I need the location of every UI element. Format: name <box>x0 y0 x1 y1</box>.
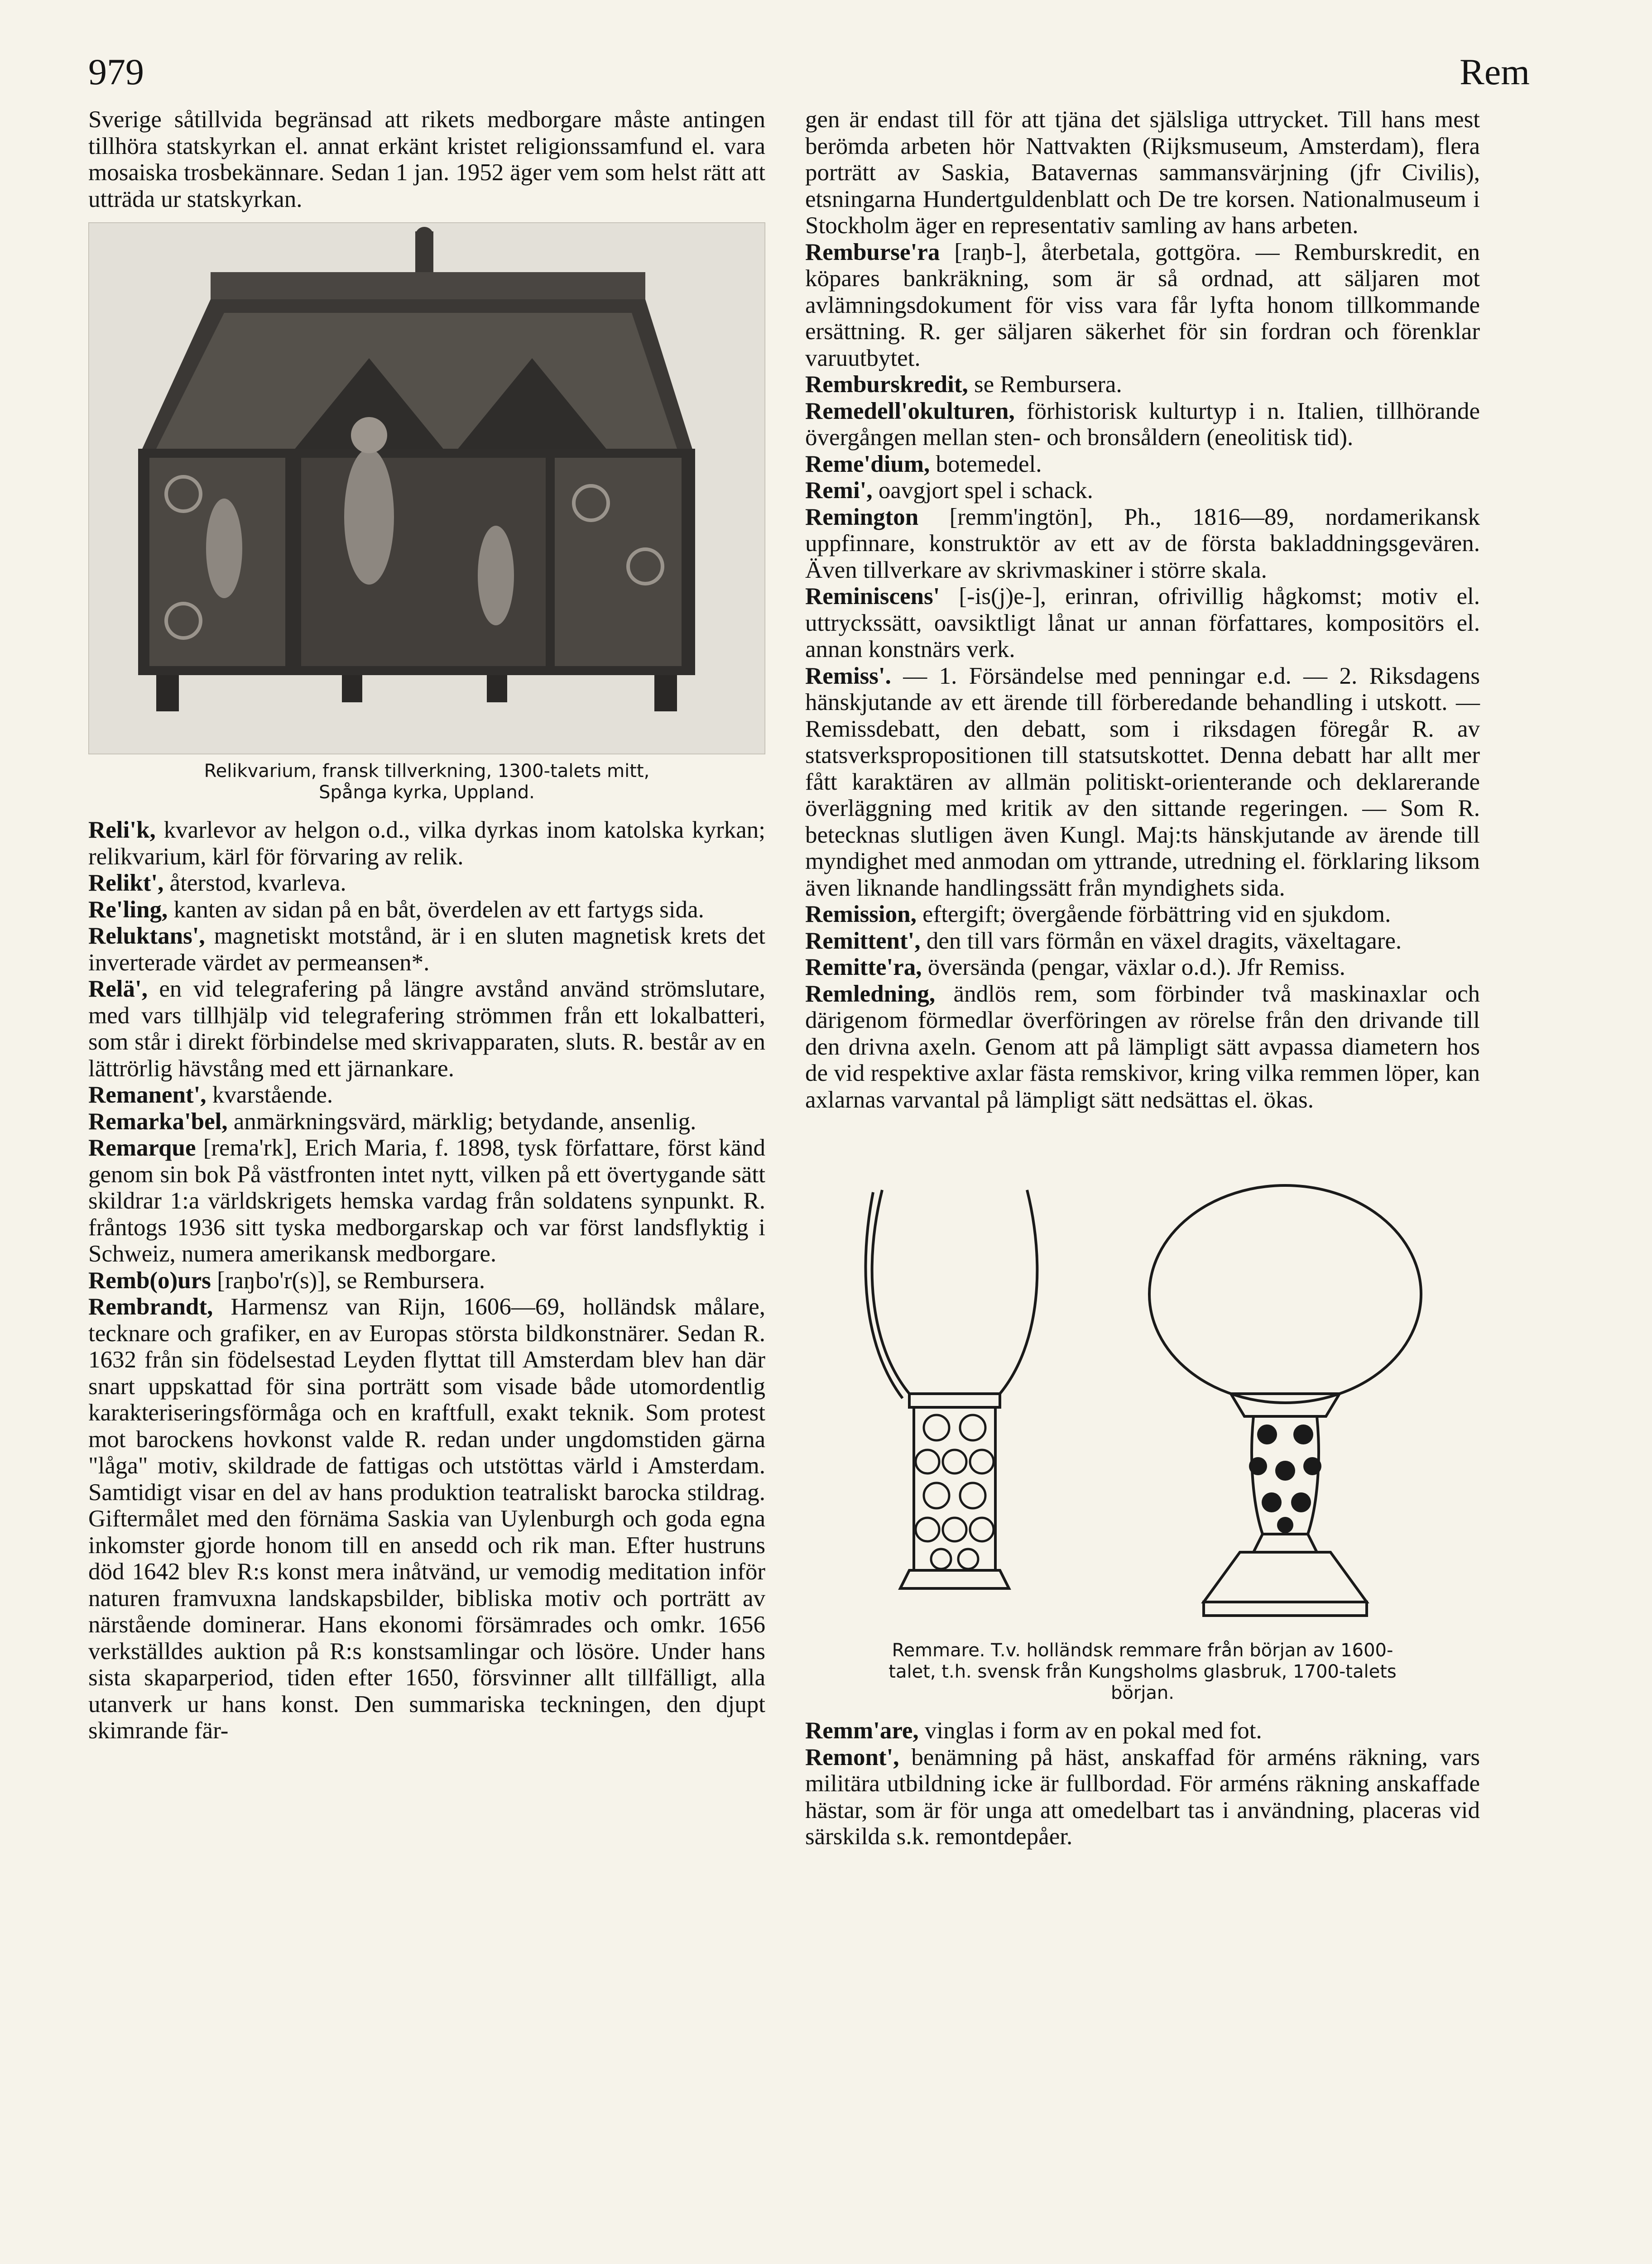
entry-remburskredit <box>805 371 1480 398</box>
entry-text: översända (pengar, växlar o.d.). Jfr Remiss. <box>922 954 1345 980</box>
headword: Reli'k, <box>88 817 156 843</box>
entry-rembursera <box>805 239 1480 372</box>
entry-rela <box>88 976 765 1082</box>
entry-remedellokulturen <box>805 398 1480 451</box>
headword: Remington <box>805 504 919 530</box>
left-column <box>88 106 765 1744</box>
entry-text: Harmensz van Rijn, 1606—69, holländsk målare, tecknare och grafiker, en av Europas största bildkonstnärer. Sedan R. 1632 från sin födelsestad Leyden flyttat till Amsterdam blev han där snart uppskattad för sina porträtt som visade både utomordentlig karakteriseringsförmåga och en kraftfull, exakt teknik. Som protest mot barockens hovkonst valde R. redan under ungdomstiden gärna "låga" motiv, skildrade de fattigas och utstöttas värld i Amsterdam. Samtidigt visar en del av hans produktion teatraliskt barocka stildrag. Giftermålet med den förnäma Saskia van Uylenburgh och goda egna inkomster gjorde honom till en ansedd och rik man. Efter hustruns död 1642 blev R:s konst mera inåtvänd, ur vemodig meditation inför naturen framvuxna landskapsbilder, bibliska motiv och porträtt av närstående dominerar. Hans ekonomi försämrades och omkr. 1656 verkställdes auktion på R:s konstsamlingar och lösöre. Under hans sista skaparperiod, tiden efter 1650, försvinner allt tillfälligt, alla utanverk ur hans konst. Den summariska teckningen, den djupt skimrande fär- <box>88 1294 765 1744</box>
entry-text: botemedel. <box>930 451 1042 477</box>
entry-text: oavgjort spel i schack. <box>872 477 1093 504</box>
reliquary-photo <box>88 222 765 754</box>
dutch-remmare-glass <box>866 1190 1037 1588</box>
entry-remarque <box>88 1135 765 1267</box>
reliquary-figure <box>88 222 765 803</box>
entry-text: kvarstående. <box>206 1082 333 1108</box>
running-head: Rem <box>1460 51 1530 92</box>
remmare-drawing <box>805 1181 1480 1634</box>
entry-text: anmärkningsvärd, märklig; betydande, ansenlig. <box>227 1108 696 1135</box>
headword: Remi', <box>805 477 873 504</box>
entry-remanent <box>88 1082 765 1108</box>
headword: Remarque <box>88 1135 196 1161</box>
right-column <box>805 106 1480 1850</box>
entry-remi <box>805 477 1480 504</box>
entry-text: [raŋb-], återbetala, gottgöra. — Remburskredit, en köpares bankräkning, som är så ordnad, att säljaren mot avlämningsdokument för viss vara får lyfta honom tillkommande ersättning. R. ger säljaren säkerhet för sin fordran och förenklar varuutbytet. <box>805 239 1480 371</box>
entry-remission <box>805 901 1480 928</box>
headword: Remm'are, <box>805 1717 919 1744</box>
continuation-paragraph: gen är endast till för att tjäna det själsliga uttrycket. Till hans mest berömda arbeten hör Nattvakten (Rijksmuseum, Amsterdam), flera porträtt av Saskia, Batavernas sammansvärjning (jfr Civilis), etsningarna Hundertguldenblatt och De tre korsen. Nationalmuseum i Stockholm äger en representativ samling av hans arbeten. <box>805 106 1480 239</box>
headword: Rembrandt, <box>88 1294 213 1320</box>
entry-relikt <box>88 870 765 897</box>
entry-reling <box>88 897 765 923</box>
swedish-remmare-glass <box>1149 1185 1421 1616</box>
headword: Remedell'okulturen, <box>805 398 1015 424</box>
entry-remiss <box>805 663 1480 902</box>
caption-line: Spånga kyrka, Uppland. <box>319 782 535 803</box>
entry-text: den till vars förmån en växel dragits, växeltagare. <box>920 927 1402 954</box>
remmare-caption <box>805 1640 1480 1704</box>
entry-text: magnetiskt motstånd, är i en sluten magnetisk krets det inverterade värdet av permeansen*. <box>88 923 765 976</box>
entry-text: benämning på häst, anskaffad för arméns räkning, vars militära utbildning icke är fullbordad. För arméns räkning anskaffade hästar, som är för unga att omedelbart tas i användning, placeras vid särskilda s.k. remontdepåer. <box>805 1744 1480 1850</box>
entry-remmare <box>805 1717 1480 1744</box>
entry-reminiscens <box>805 583 1480 663</box>
entry-relik <box>88 817 765 870</box>
headword: Reminiscens' <box>805 583 940 609</box>
caption-line: Remmare. T.v. holländsk remmare från början av 1600- <box>892 1640 1393 1661</box>
page-number: 979 <box>88 51 144 92</box>
entry-text: återstod, kvarleva. <box>163 870 346 896</box>
headword: Remb(o)urs <box>88 1267 211 1294</box>
entry-rembours <box>88 1267 765 1294</box>
remmare-figure <box>805 1181 1480 1704</box>
headword: Remont', <box>805 1744 899 1770</box>
headword: Remiss'. <box>805 662 891 689</box>
headword: Remledning, <box>805 980 936 1007</box>
entry-text: ändlös rem, som förbinder två maskinaxlar och därigenom förmedlar överföringen av rörelse från den drivande till den drivna axeln. Genom att på lämpligt sätt avpassa diametern hos de vid respektive axlar fästa remskivor, kring vilka remmen löper, kan axlarnas varvantal på lämpligt sätt nedsättas el. ökas. <box>805 980 1480 1113</box>
headword: Remission, <box>805 901 917 927</box>
entry-reluktans <box>88 923 765 976</box>
headword: Reme'dium, <box>805 451 930 477</box>
entry-remington <box>805 504 1480 584</box>
entry-remledning <box>805 981 1480 1113</box>
headword: Re'ling, <box>88 896 168 923</box>
entry-text: eftergift; övergående förbättring vid en sjukdom. <box>916 901 1391 927</box>
reliquary-caption <box>88 761 765 803</box>
entry-text: — 1. Försändelse med penningar e.d. — 2. Riksdagens hänskjutande av ett ärende till förberedande behandling i utskott. — Remissdebatt, den debatt, som i riksdagen föregår R. av statsverkspropositionen till statsutskottet. Denna debatt har allt mer fått karaktären av allmän politiskt-orienterande och deklarerande överläggning med kritik av den sittande regeringen. — Som R. betecknas slutligen även Kungl. Maj:ts hänskjutande av ärende till myndighet med anmodan om yttrande, utredning el. förklaring liksom även liknande handlingssätt från myndighets sida. <box>805 662 1480 901</box>
headword: Relikt', <box>88 870 164 896</box>
headword: Relä', <box>88 976 148 1002</box>
entry-text: vinglas i form av en pokal med fot. <box>918 1717 1262 1744</box>
caption-line: Relikvarium, fransk tillverkning, 1300-talets mitt, <box>204 761 650 782</box>
entry-text: kanten av sidan på en båt, överdelen av ett fartygs sida. <box>168 896 704 923</box>
entry-remedium <box>805 451 1480 478</box>
entry-remittent <box>805 928 1480 955</box>
intro-paragraph: Sverige såtillvida begränsad att rikets medborgare måste antingen tillhöra statskyrkan el. annat erkänt kristet religionssamfund el. vara mosaiska trosbekännare. Sedan 1 jan. 1952 äger vem som helst rätt att utträda ur statskyrkan. <box>88 106 765 212</box>
headword: Remburskredit, <box>805 371 968 398</box>
headword: Remittent', <box>805 927 921 954</box>
entry-text: [-is(j)e-], erinran, ofrivillig hågkomst; motiv el. uttryckssätt, oavsiktligt lånat ur annan författares, kompositörs el. annan konstnärs verk. <box>805 583 1480 662</box>
entry-text: [raŋbo'r(s)], se Rembursera. <box>211 1267 485 1294</box>
entry-text: se Rembursera. <box>968 371 1122 398</box>
caption-line: talet, t.h. svensk från Kungsholms glasbruk, 1700-talets <box>888 1661 1397 1682</box>
entry-remittera <box>805 954 1480 981</box>
entry-text: [remm'ingtön], Ph., 1816—89, nordamerikansk uppfinnare, konstruktör av ett av de första bakladdningsgevären. Även tillverkare av skrivmaskiner i större skala. <box>805 504 1480 583</box>
headword: Remitte'ra, <box>805 954 922 980</box>
entry-remarkabel <box>88 1108 765 1135</box>
entry-text: kvarlevor av helgon o.d., vilka dyrkas inom katolska kyrkan; relikvarium, kärl för förvaring av relik. <box>88 817 765 870</box>
headword: Remanent', <box>88 1082 206 1108</box>
entry-text: [rema'rk], Erich Maria, f. 1898, tysk författare, först känd genom sin bok På västfronten intet nytt, vilken på ett övertygande sätt skildrar 1:a världskrigets hemska vardag från soldatens synpunkt. R. fråntogs 1936 sitt tyska medborgarskap och var först landsflyktig i Schweiz, numera amerikansk medborgare. <box>88 1135 765 1267</box>
entry-rembrandt <box>88 1294 765 1744</box>
caption-line: början. <box>1111 1683 1174 1703</box>
headword: Reluktans', <box>88 923 205 949</box>
headword: Remburse'ra <box>805 239 940 265</box>
entry-text: förhistorisk kulturtyp i n. Italien, tillhörande övergången mellan sten- och bronsåldern (eneolitisk tid). <box>805 398 1480 451</box>
entry-text: en vid telegrafering på längre avstånd använd strömslutare, med vars tillhjälp vid telegrafering strömmen från ett lokalbatteri, som står i direkt förbindelse med skrivapparaten, sluts. R. består av en lättrörlig hävstång med ett järnankare. <box>88 976 765 1082</box>
entry-remont <box>805 1744 1480 1850</box>
headword: Remarka'bel, <box>88 1108 228 1135</box>
